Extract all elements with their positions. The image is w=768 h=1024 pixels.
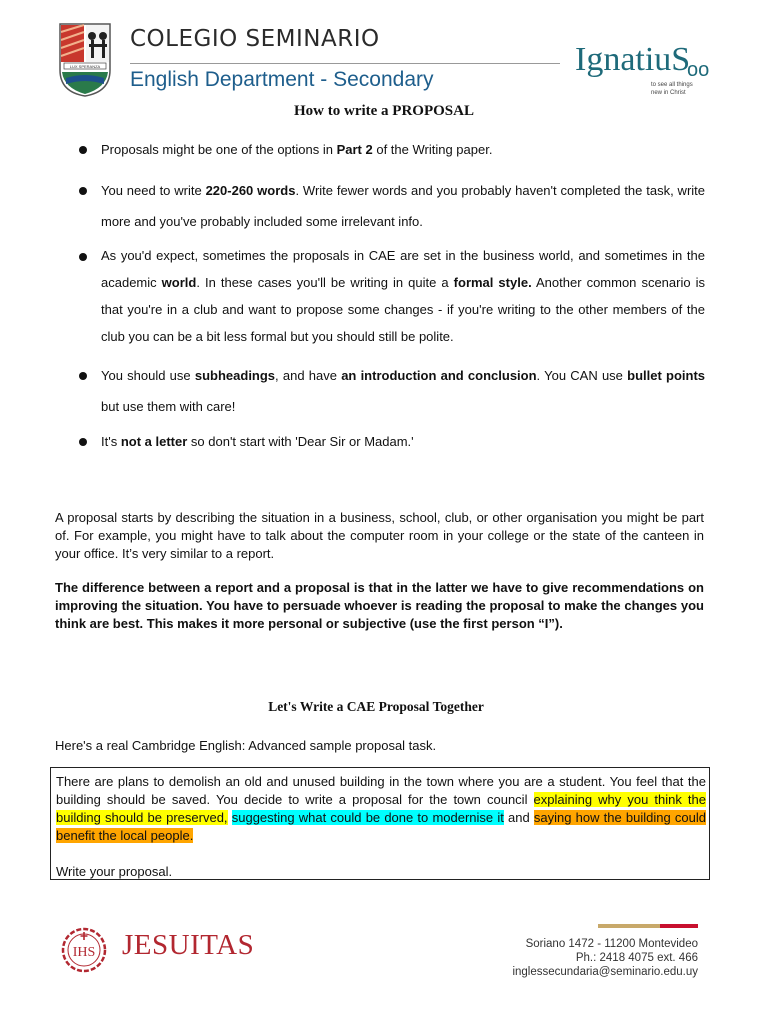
document-title: How to write a PROPOSAL xyxy=(294,103,474,119)
footer-phone-line: Ph.: 2418 4075 ext. 466 xyxy=(575,952,698,964)
bullet-dot xyxy=(79,438,87,446)
bullet-dot xyxy=(79,372,87,380)
school-crest-logo xyxy=(58,22,112,98)
bullet-dot xyxy=(79,146,87,154)
school-name: COLEGIO SEMINARIO xyxy=(130,26,380,52)
bullet-item-word-count: You need to write 220-260 words. Write fewer words and you probably haven't completed the task, write more and you've probably included some irrelevant info. xyxy=(101,183,706,229)
crest-motto: LUX SPERANZA xyxy=(69,64,101,69)
header-divider xyxy=(130,63,560,64)
task-closing: Write your proposal. xyxy=(56,864,173,879)
highlight-suggesting: suggesting what could be done to modernise it xyxy=(231,810,504,825)
bullet-item-not-letter: It's not a letter so don't start with 'Dear Sir or Madam.' xyxy=(101,434,414,449)
section-title: Let's Write a CAE Proposal Together xyxy=(268,699,484,714)
task-text: There are plans to demolish an old and unused building in the town where you are a student. You feel that the building should be saved. You decide to write a proposal for the town council explaining why you think the building should be preserved, suggesting what could be done to modernise it and saying how the building could benefit the local people. Write your proposal. xyxy=(56,774,706,879)
bullet-item-style: As you'd expect, sometimes the proposals in CAE are set in the business world, and sometimes in the academic world. In these cases you'll be writing in quite a formal style. Another common scenario is that you're in a club and want to propose some changes - if you're writing to the other members of the club you can be a bit less formal but you should still be polite. xyxy=(101,248,706,344)
footer-email-link[interactable]: inglessecundaria@seminario.edu.uy xyxy=(512,966,698,978)
footer-color-bars xyxy=(598,924,698,928)
footer-address-line: Soriano 1472 - 11200 Montevideo xyxy=(525,938,698,950)
ignatius-logo xyxy=(575,34,715,100)
jesuitas-name: JESUITAS xyxy=(122,929,255,961)
ignatius-tagline-1: to see all things xyxy=(651,82,693,88)
department-name: English Department - Secondary xyxy=(130,68,434,91)
bullet-dot xyxy=(79,187,87,195)
bullet-item-subheadings: You should use subheadings, and have an introduction and conclusion. You CAN use bullet points but use them with care! xyxy=(101,368,705,414)
intro-paragraph: A proposal starts by describing the situation in a business, school, club, or other organisation you might be part of. For example, you might have to talk about the computer room in your college or the state of the canteen in your office. It’s very similar to a report. xyxy=(55,510,704,561)
ignatius-logo-suffix: oo xyxy=(687,59,710,81)
highlight-saying: saying how the building could benefit the local people. xyxy=(56,810,706,843)
task-box xyxy=(50,767,710,880)
ignatius-logo-word: IgnatiuS xyxy=(575,41,691,78)
bullet-dot xyxy=(79,253,87,261)
footer-contact xyxy=(470,937,698,979)
ignatius-tagline-2: new in Christ xyxy=(651,90,686,96)
task-intro: Here's a real Cambridge English: Advanced sample proposal task. xyxy=(55,738,437,753)
highlight-explaining: explaining why you think the building should be preserved, xyxy=(56,792,706,825)
ihs-monogram: IHS xyxy=(72,945,96,960)
bullet-item-part2: Proposals might be one of the options in Part 2 of the Writing paper. xyxy=(101,142,493,157)
jesuitas-ihs-logo xyxy=(58,925,110,975)
difference-paragraph: The difference between a report and a proposal is that in the latter we have to give recommendations on improving the situation. You have to persuade whoever is reading the proposal to make the changes you think are best. This makes it more personal or subjective (use the first person “I”). xyxy=(55,580,704,631)
